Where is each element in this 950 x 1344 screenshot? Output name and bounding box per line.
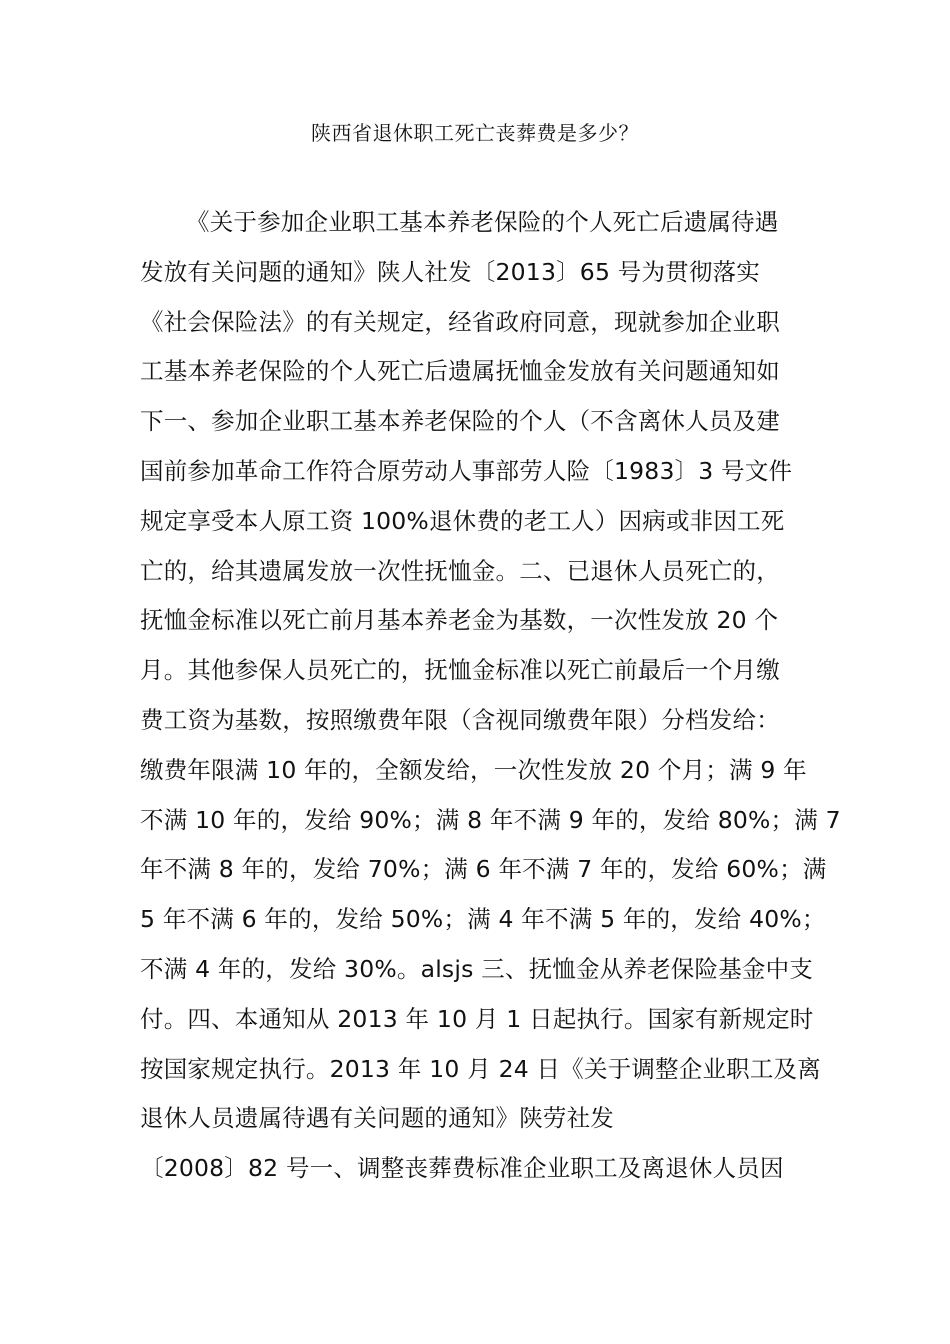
body-line: 规定享受本人原工资 100%退休费的老工人）因病或非因工死 — [140, 506, 785, 535]
body-line: 《社会保险法》的有关规定，经省政府同意，现就参加企业职 — [140, 307, 780, 336]
body-line: 退休人员遗属待遇有关问题的通知》陕劳社发 — [140, 1104, 614, 1133]
body-line: 下一、参加企业职工基本养老保险的个人（不含离休人员及建 — [140, 407, 780, 436]
body-line: 按国家规定执行。2013 年 10 月 24 日《关于调整企业职工及离 — [140, 1054, 821, 1083]
body-line: 国前参加革命工作符合原劳动人事部劳人险〔1983〕3 号文件 — [140, 456, 793, 485]
body-line: 5 年不满 6 年的，发给 50%；满 4 年不满 5 年的，发给 40%； — [140, 905, 826, 934]
body-line: 发放有关问题的通知》陕人社发〔2013〕65 号为贯彻落实 — [140, 257, 760, 286]
body-line: 付。四、本通知从 2013 年 10 月 1 日起执行。国家有新规定时 — [140, 1004, 814, 1033]
body-line: 《关于参加企业职工基本养老保险的个人死亡后遗属待遇 — [186, 208, 779, 236]
document-title: 陕西省退休职工死亡丧葬费是多少？ — [311, 121, 639, 145]
body-line: 不满 4 年的，发给 30%。alsjs 三、抚恤金从养老保险基金中支 — [140, 954, 814, 983]
body-line: 月。其他参保人员死亡的，抚恤金标准以死亡前最后一个月缴 — [140, 656, 780, 685]
body-line: 不满 10 年的，发给 90%；满 8 年不满 9 年的，发给 80%；满 7 — [140, 805, 841, 834]
body-line: 缴费年限满 10 年的，全额发给，一次性发放 20 个月；满 9 年 — [140, 755, 807, 784]
body-line: 亡的，给其遗属发放一次性抚恤金。二、已退休人员死亡的， — [140, 556, 780, 585]
body-line: 年不满 8 年的，发给 70%；满 6 年不满 7 年的，发给 60%；满 — [140, 855, 827, 884]
document-body — [140, 205, 841, 1201]
body-line: 抚恤金标准以死亡前月基本养老金为基数，一次性发放 20 个 — [140, 606, 779, 635]
body-line: 费工资为基数，按照缴费年限（含视同缴费年限）分档发给： — [140, 705, 780, 734]
body-line: 〔2008〕82 号一、调整丧葬费标准企业职工及离退休人员因 — [140, 1154, 784, 1183]
body-line: 工基本养老保险的个人死亡后遗属抚恤金发放有关问题通知如 — [140, 357, 780, 386]
